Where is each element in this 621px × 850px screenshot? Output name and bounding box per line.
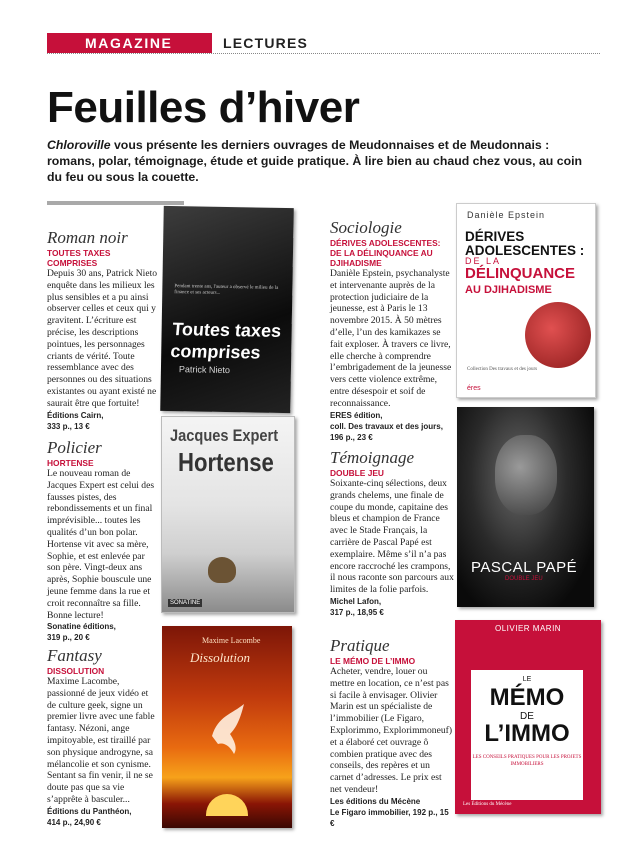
- header-divider: [47, 53, 600, 54]
- intro-divider: [47, 201, 184, 205]
- cover-title: DOUBLE JEU: [505, 576, 543, 582]
- publisher-logo: éres: [467, 385, 481, 392]
- page-title: Feuilles d’hiver: [47, 83, 360, 132]
- cover-title-de: DE: [520, 711, 534, 722]
- teddy-bear-image: [208, 557, 236, 583]
- genre-label: Sociologie: [330, 218, 402, 237]
- book-title: DISSOLUTION: [47, 666, 105, 676]
- cover-title-immo: L’IMMO: [484, 720, 570, 747]
- cover-title-memo: MÉMO: [489, 684, 565, 711]
- cover-blurb: Pendant trente ans, l'auteur a observé le milieu de la finance et ses acteurs...: [174, 284, 279, 296]
- book-details: coll. Des travaux et des jours, 196 p., 23 €: [330, 421, 443, 442]
- cover-title: Hortense: [178, 447, 274, 477]
- review-roman-noir: [47, 228, 159, 432]
- cover-subtitle-delinquance: DÉLINQUANCE: [465, 265, 576, 282]
- publisher: ERES édition,: [330, 410, 383, 420]
- sunset-sun: [206, 794, 248, 816]
- publisher-logo: Les Éditions du Mécène: [463, 802, 512, 807]
- genre-label: Fantasy: [47, 646, 102, 665]
- cover-author: Patrick Nieto: [178, 364, 231, 376]
- cover-title-line-1: DÉRIVES: [465, 229, 525, 244]
- review-text: Soixante-cinq sélections, deux grands chelems, une finale de coupe du monde, capitaine des bleus et champion de France avec le Stade Français, la carrière de Pascal Papé est exemplaire. Même s’il n’a pas encore raccroché les crampons, il nous raconte son parcours aux limites de la folie parfois.: [330, 478, 454, 596]
- genre-label: Témoignage: [330, 448, 415, 467]
- cover-derives-adolescentes: [456, 203, 596, 398]
- section-header: [47, 33, 600, 53]
- cover-title: Toutes taxes comprises: [169, 319, 282, 363]
- book-title: LE MÉMO DE L’IMMO: [330, 656, 416, 666]
- cover-author: OLIVIER MARIN: [495, 624, 562, 633]
- cover-title: [465, 230, 584, 258]
- publisher: Michel Lafon,: [330, 596, 382, 606]
- review-text: Le nouveau roman de Jacques Expert est celui des fausses pistes, des rebondissements et un final imprévisible... toutes les qualités d’un bon polar. Hortense vit avec sa mère, Sophie, et est enlevée par son père. Vingt-deux ans après, Sophie bouscule une jeune femme dans la rue et croit reconnaître sa fille. Bonne lecture!: [47, 468, 155, 621]
- intro-text: [47, 137, 587, 185]
- genre-label: Roman noir: [47, 228, 128, 247]
- section-label: LECTURES: [223, 35, 309, 51]
- cover-double-jeu: [457, 407, 594, 607]
- cover-tagline: LES CONSEILS PRATIQUES POUR LES PROJETS IMMOBILIERS: [472, 755, 582, 767]
- cover-memo-immo: [455, 620, 601, 814]
- cover-title: Dissolution: [190, 650, 250, 665]
- author-portrait: [495, 435, 557, 515]
- book-title: DÉRIVES ADOLESCENTES: DE LA DÉLINQUANCE AU DJIHADISME: [330, 238, 441, 268]
- cover-title-card: [471, 670, 583, 800]
- cover-title-le: LE: [522, 676, 532, 683]
- review-temoignage: [330, 448, 454, 618]
- book-title: HORTENSE: [47, 458, 94, 468]
- book-details: 319 p., 20 €: [47, 633, 90, 643]
- review-fantasy: [47, 646, 159, 828]
- cover-illustration: [525, 302, 591, 368]
- genre-label: Pratique: [330, 636, 390, 655]
- review-text: Depuis 30 ans, Patrick Nieto enquête dans les milieux les plus sensibles et a pu ainsi observer celles et ceux qui y gravitent. L’écriture est précise, les descriptions pointues, les personnages criants de vérité. Toute ressemblance avec des personnes ou des situations existantes ou ayant existé ne saurait être que fortuite!: [47, 268, 158, 409]
- cover-subtitle-djihadisme: AU DJIHADISME: [465, 284, 552, 296]
- publisher: Sonatine éditions,: [47, 622, 116, 632]
- book-details: Le Figaro immobilier, 192 p., 15 €: [330, 807, 449, 828]
- intro-body: vous présente les derniers ouvrages de Meudonnaises et de Meudonnais : romans, polar, témoignage, étude et guide pratique. À lire bien au chaud chez vous, au coin du feu ou sous la couette.: [47, 138, 583, 184]
- magazine-tag: MAGAZINE: [47, 33, 212, 53]
- review-text: Danièle Epstein, psychanalyste et intervenante auprès de la protection judiciaire de la jeunesse, est à Paris le 13 novembre 2015. À 50 mètres d’elle, l’un des kamikazes se fait exploser. À travers ce livre, elle cherche à comprendre l’embrigadement de la jeunesse vers cette violence extrême, entre désespoir et soif de reconnaissance.: [330, 268, 452, 409]
- cover-dissolution: [162, 626, 292, 828]
- book-details: 333 p., 13 €: [47, 421, 90, 431]
- cover-hortense: [161, 416, 295, 613]
- book-details: 414 p., 24,90 €: [47, 817, 101, 827]
- publisher-logo: SONATINE: [170, 600, 201, 606]
- genre-label: Policier: [47, 438, 102, 457]
- cover-author: PASCAL PAPÉ: [471, 559, 578, 576]
- pegasus-illustration: [204, 696, 254, 756]
- book-title: TOUTES TAXES COMPRISES: [47, 248, 111, 268]
- cover-title-line-2: ADOLESCENTES :: [465, 243, 585, 258]
- book-details: 317 p., 18,95 €: [330, 607, 384, 617]
- cover-author: Jacques Expert: [170, 426, 279, 445]
- cover-toutes-taxes-comprises: [160, 206, 294, 413]
- review-text: Acheter, vendre, louer ou mettre en location, ce n’est pas si facile à envisager. Olivier Marin est un spécialiste de l’immobilier (Le Figaro, Explorimmo, Explorimmoneuf) et a élaboré cet ouvrage ô combien pratique avec des conseils, des repères et un carnet d’adresses. Le prix est net vendeur!: [330, 666, 453, 795]
- publisher: Éditions Cairn,: [47, 410, 104, 420]
- cover-subtitle-de-la: DE LA: [465, 256, 502, 266]
- cover-author: Danièle Epstein: [467, 210, 546, 220]
- review-pratique: [330, 636, 453, 829]
- publisher: Les éditions du Mécène: [330, 796, 421, 806]
- cover-collection: Collection Des travaux et des jours: [467, 367, 538, 372]
- review-sociologie: [330, 218, 452, 443]
- intro-emphasis: Chloroville: [47, 138, 111, 152]
- review-policier: [47, 438, 157, 643]
- review-text: Maxime Lacombe, passionné de jeux vidéo et de culture geek, signe un premier livre avec une fable fantasy. Nézoni, ange impitoyable, est tiraillé par son physique androgyne, sa mélancolie et son cynisme. Sentant sa fin venir, il ne se doute pas que sa vie s’apprête à basculer...: [47, 676, 155, 805]
- publisher: Éditions du Panthéon,: [47, 806, 132, 816]
- book-title: DOUBLE JEU: [330, 468, 384, 478]
- cover-author: Maxime Lacombe: [202, 636, 261, 645]
